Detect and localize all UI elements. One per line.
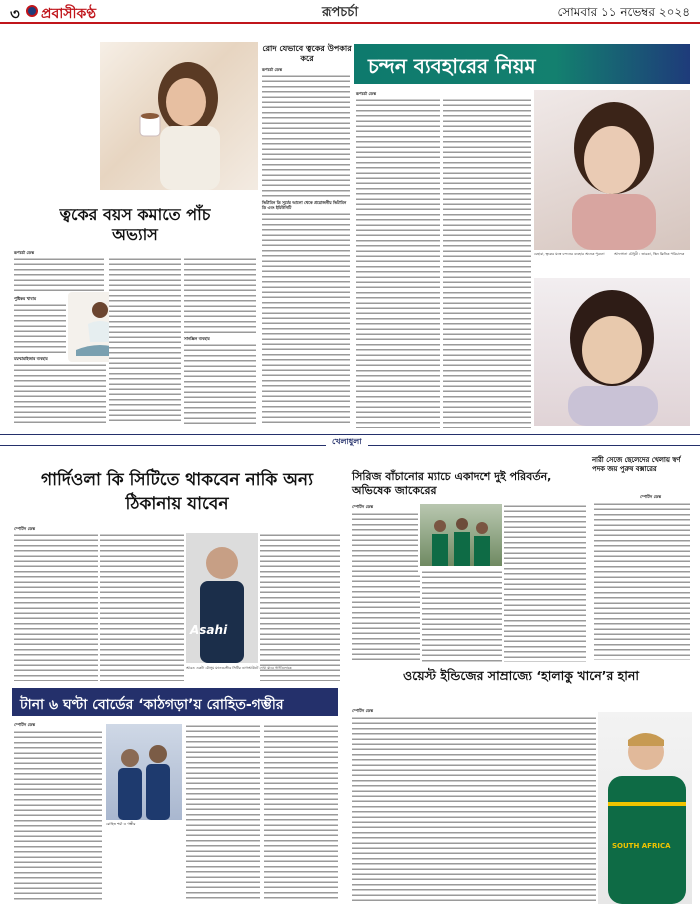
page-number: ৩ xyxy=(10,5,20,23)
article-series-byline: স্পোর্টস ডেস্ক xyxy=(352,504,374,509)
article-sandal-banner xyxy=(354,44,690,84)
article-series-body-2 xyxy=(352,574,420,662)
article-sun-body-2 xyxy=(262,212,350,426)
masthead xyxy=(0,0,700,24)
article-sandal-body-1 xyxy=(356,98,440,428)
photo-guardiola xyxy=(186,533,258,663)
article-sandal-byline: রূপচর্চা ডেস্ক xyxy=(356,91,376,96)
article-habits-body-5 xyxy=(184,257,256,333)
article-habits-sub2: ময়শ্চারাইজার ব্যবহার xyxy=(14,356,48,361)
article-habits-body-6 xyxy=(184,343,256,425)
section-band xyxy=(0,434,700,446)
article-habits-body-3 xyxy=(14,363,106,426)
article-wi-byline: স্পোর্টস ডেস্ক xyxy=(352,708,374,713)
newspaper-logo: প্রবাসীকণ্ঠ xyxy=(41,6,97,22)
coach-illustration xyxy=(186,533,258,663)
article-sandal-title: চন্দন ব্যবহারের নিয়ম xyxy=(368,54,536,78)
article-habits-byline: রূপচর্চা ডেস্ক xyxy=(14,250,34,255)
caption-rohit: রোহিত শর্মা ও গম্ভীর xyxy=(106,822,136,826)
article-sandal-body-2 xyxy=(443,98,531,428)
woman-face-illustration xyxy=(534,90,690,250)
sponsor-logo: Asahi xyxy=(190,623,228,637)
issue-date: সোমবার ১১ নভেম্বর ২০২৪ xyxy=(557,5,690,19)
cricketers-illustration xyxy=(106,724,182,820)
article-boxer-body xyxy=(594,502,690,660)
article-boxer-byline: স্পোর্টস ডেস্ক xyxy=(640,494,662,499)
photo-bd-team xyxy=(420,504,502,566)
article-guardiola-title: গার্দিওলা কি সিটিতে থাকবেন নাকি অন্য ঠিকানায় যাবেন xyxy=(40,470,314,514)
photo-rohit xyxy=(106,724,182,820)
article-series-body-1 xyxy=(352,512,418,572)
article-sun-title: রোদ যেভাবে ত্বকের উপকার করে xyxy=(262,44,352,63)
woman-coffee-illustration xyxy=(100,42,258,190)
cricketer-illustration xyxy=(598,712,692,904)
article-habits-body-1 xyxy=(14,257,104,293)
section-title: রূপচর্চা xyxy=(322,5,359,20)
article-guardiola-body-1 xyxy=(14,533,98,681)
article-sun-byline: রূপচর্চা ডেস্ক xyxy=(262,67,282,72)
photo-sa-cricketer xyxy=(598,712,692,904)
photo-woman-sandal-2 xyxy=(534,278,690,426)
caption-sandal-1: চেহারা, ত্বকের যত্নে চন্দনের ব্যবহার অনেক পুরনো xyxy=(534,252,605,256)
article-wi-title: ওয়েস্ট ইন্ডিজের সাম্রাজ্যে ‘হালাকু খানে’র হানা xyxy=(403,668,639,683)
article-rohit-byline: স্পোর্টস ডেস্ক xyxy=(14,722,36,727)
article-sun-body-1 xyxy=(262,74,350,199)
article-series-body-3 xyxy=(422,570,502,662)
article-habits-body-4 xyxy=(109,257,181,425)
woman-mask-illustration xyxy=(534,278,690,426)
article-boxer-title: নারী সেজে ছেলেদের খেলায় স্বর্ণ পদক জয় পুরুষ বক্সারের xyxy=(592,456,681,473)
photo-woman-coffee xyxy=(100,42,258,190)
article-habits-title: ত্বকের বয়স কমাতে পাঁচ অভ্যাস xyxy=(59,205,211,244)
article-guardiola-body-2 xyxy=(100,533,184,681)
article-rohit-body-1 xyxy=(14,730,102,902)
team-illustration xyxy=(420,504,502,566)
article-habits-body-2 xyxy=(14,303,66,353)
article-series-title: সিরিজ বাঁচানোর ম্যাচে একাদশে দুই পরিবর্তন, অভিষেক জাকেরের xyxy=(352,470,552,497)
caption-sandal-2: আফসানা চৌধুরী : তারকা, স্কিন ক্লিনিক পরিচালক xyxy=(614,252,685,256)
caption-guardiola: আরও একটা মৌসুম ম্যানচেস্টার সিটির ডাগআউটে দেখা যাবে গার্দিওলাকে xyxy=(186,666,292,670)
article-guardiola-body-3 xyxy=(260,533,340,681)
article-rohit-body-2 xyxy=(186,724,260,902)
article-habits-sub1: পুষ্টিকর খাবার xyxy=(14,296,37,301)
article-sun-subhead: ভিটামিন ডি সূর্যের আলো থেকে প্রয়োজনীয় ভিটামিন ডি এবং ইমিউনিটি xyxy=(262,200,347,211)
photo-woman-sandal-1 xyxy=(534,90,690,250)
logo-circle-icon xyxy=(26,5,38,17)
article-rohit-banner xyxy=(12,688,338,716)
article-series-body-4 xyxy=(504,504,586,662)
article-rohit-body-3 xyxy=(264,724,338,902)
article-guardiola-byline: স্পোর্টস ডেস্ক xyxy=(14,526,36,531)
article-wi-body-1 xyxy=(352,716,596,902)
jersey-text: SOUTH AFRICA xyxy=(612,842,671,850)
article-habits-sub3: সানস্ক্রিন ব্যবহার xyxy=(184,336,210,341)
section-band-label: খেলাধুলা xyxy=(326,436,368,449)
article-rohit-title: টানা ৬ ঘণ্টা বোর্ডের ‘কাঠগড়া’য় রোহিত-গম্ভীর xyxy=(20,697,284,713)
